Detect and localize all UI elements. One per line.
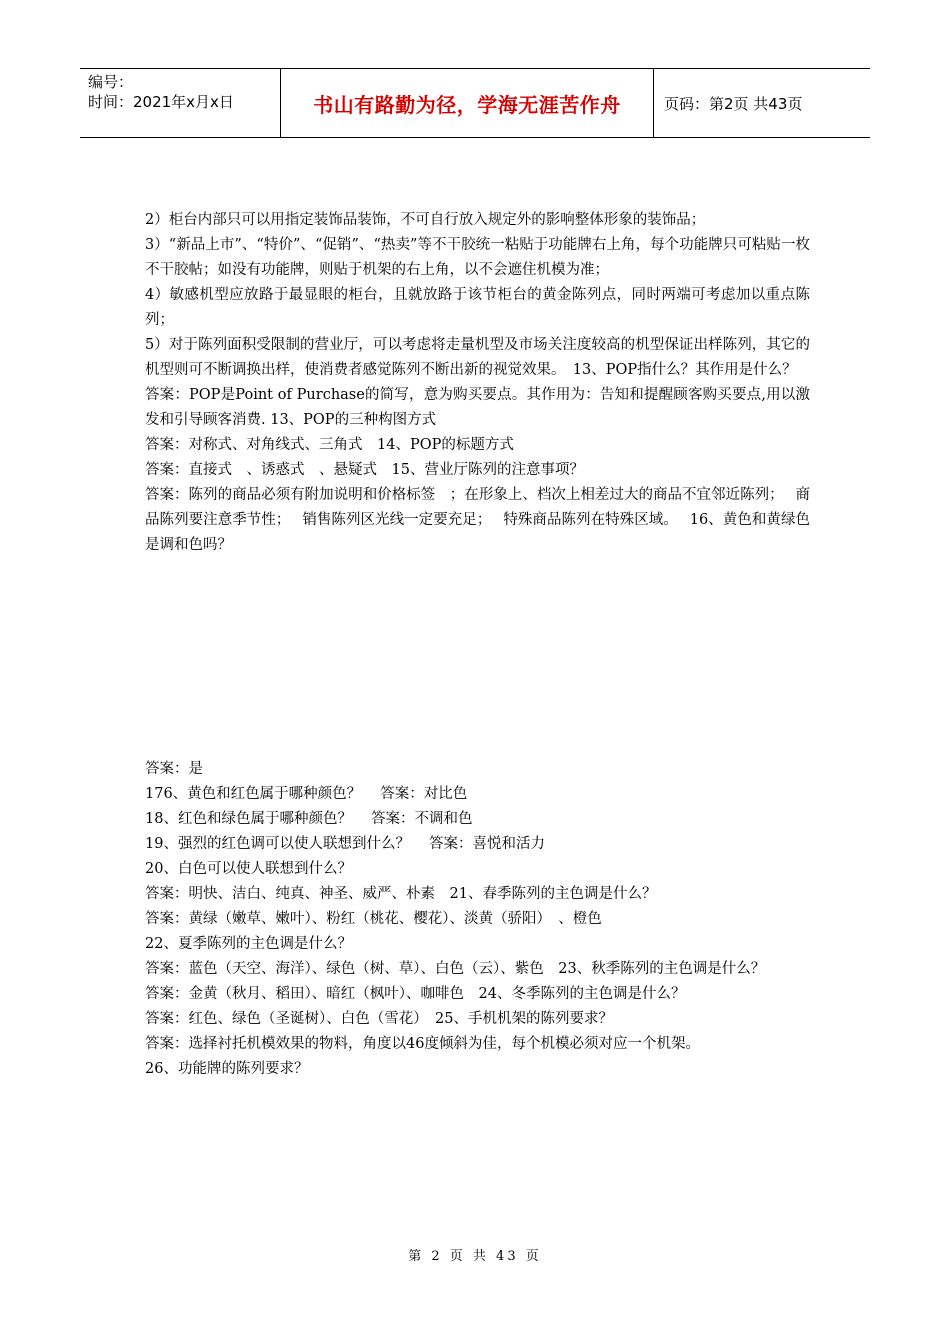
page-header: [80, 68, 870, 138]
paragraph: 19、强烈的红色调可以使人联想到什么？ 答案：喜悦和活力: [145, 836, 546, 852]
paragraph: 答案：对称式、对角线式、三角式 14、POP的标题方式: [145, 437, 514, 453]
paragraph: 答案：是: [145, 761, 203, 777]
page-number-label: 页码：第2页 共43页: [664, 94, 803, 113]
paragraph: 答案：蓝色（天空、海洋）、绿色（树、草）、白色（云）、紫色 23、秋季陈列的主色调是什么？: [145, 961, 766, 977]
paragraph: 176、黄色和红色属于哪种颜色？ 答案：对比色: [145, 786, 468, 802]
paragraph: 22、夏季陈列的主色调是什么？: [145, 936, 352, 952]
paragraph: 答案：红色、绿色（圣诞树）、白色（雪花） 25、手机机架的陈列要求？: [145, 1011, 613, 1027]
paragraph: 答案：选择衬托机模效果的物料，角度以46度倾斜为佳，每个机模必须对应一个机架。: [145, 1036, 700, 1052]
paragraph: 答案：直接式 、诱惑式 、悬疑式 15、营业厅陈列的注意事项？: [145, 462, 584, 478]
paragraph: 3）“新品上市”、“特价”、“促销”、“热卖”等不干胶统一粘贴于功能牌右上角，每个功能牌只可粘贴一枚不干胶帖；如没有功能牌，则贴于机架的右上角，以不会遮住机模为准；: [145, 237, 810, 278]
header-motto-cell: [281, 69, 654, 137]
paragraph: 26、功能牌的陈列要求？: [145, 1061, 309, 1077]
header-info-cell: [80, 69, 281, 137]
content-block-bottom: [145, 757, 810, 1082]
header-page-cell: [654, 69, 870, 137]
paragraph: 答案：黄绿（嫩草、嫩叶）、粉红（桃花、樱花）、淡黄（骄阳） 、橙色: [145, 911, 602, 927]
page-footer: [0, 1245, 950, 1264]
paragraph: 2）柜台内部只可以用指定装饰品装饰，不可自行放入规定外的影响整体形象的装饰品；: [145, 212, 706, 228]
paragraph: 4）敏感机型应放路于最显眼的柜台，且就放路于该节柜台的黄金陈列点，同时两端可考虑加以重点陈列；: [145, 287, 810, 328]
paragraph: 答案：金黄（秋月、稻田）、暗红（枫叶）、咖啡色 24、冬季陈列的主色调是什么？: [145, 986, 686, 1002]
paragraph: 答案：陈列的商品必须有附加说明和价格标签 ；在形象上、档次上相差过大的商品不宜邻近陈列； 商品陈列要注意季节性； 销售陈列区光线一定要充足； 特殊商品陈列在特殊区域。 16、黄色和黄绿色是调和色吗？: [145, 487, 810, 553]
paragraph: 18、红色和绿色属于哪种颜色？ 答案：不调和色: [145, 811, 473, 827]
motto-text: 书山有路勤为径，学海无涯苦作舟: [313, 92, 621, 117]
paragraph: 20、白色可以使人联想到什么？: [145, 861, 352, 877]
paragraph: 答案：明快、洁白、纯真、神圣、威严、朴素 21、春季陈列的主色调是什么？: [145, 886, 657, 902]
paragraph: 答案：POP是Point of Purchase的简写，意为购买要点。其作用为：告知和提醒顾客购买要点,用以激发和引导顾客消费. 13、POP的三种构图方式: [145, 387, 810, 428]
code-label: 编号：: [88, 73, 134, 91]
paragraph: 5）对于陈列面积受限制的营业厅，可以考虑将走量机型及市场关注度较高的机型保证出样陈列，其它的机型则可不断调换出样，使消费者感觉陈列不断出新的视觉效果。 13、POP指什么？其作用是什么？: [145, 337, 810, 378]
date-label: 时间：2021年x月x日: [88, 93, 234, 111]
footer-page-number: 第 2 页 共 43 页: [408, 1249, 542, 1264]
content-block-top: [145, 208, 810, 558]
